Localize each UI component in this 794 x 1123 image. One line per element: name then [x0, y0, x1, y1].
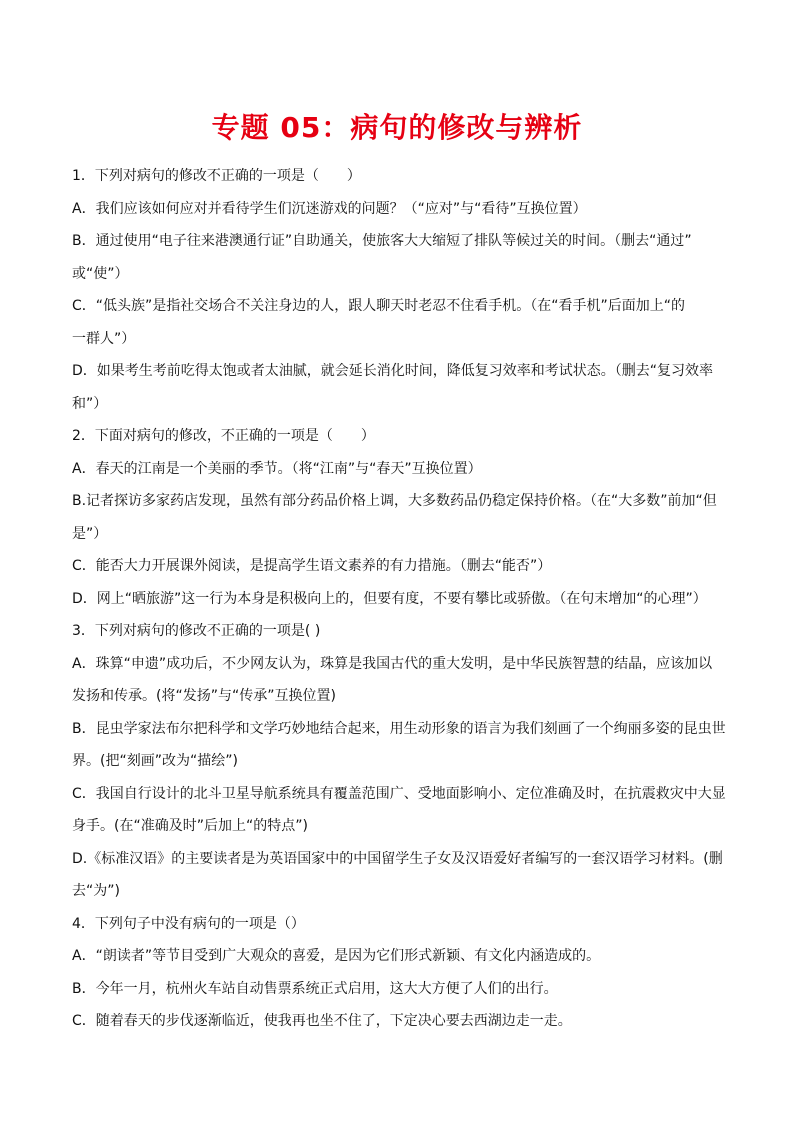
text-line: 4．下列句子中没有病句的一项是（）: [72, 915, 305, 932]
text-line: C．能否大力开展课外阅读，是提高学生语文素养的有力措施。（删去“能否”）: [72, 558, 552, 574]
text-line: D．如果考生考前吃得太饱或者太油腻，就会延长消化时间，降低复习效率和考试状态。（删去“复习效率: [72, 363, 714, 379]
text-line: 1．下列对病句的修改不正确的一项是（ ）: [72, 168, 361, 184]
text-line: B.记者探访多家药店发现，虽然有部分药品价格上调，大多数药品仍稳定保持价格。（在“大多数”前加“但: [72, 493, 717, 509]
text-line: B．通过使用“电子往来港澳通行证”自助通关，使旅客大大缩短了排队等候过关的时间。（删去“通过”: [72, 233, 692, 249]
text-line: A．春天的江南是一个美丽的季节。（将“江南”与“春天”互换位置）: [72, 460, 482, 477]
text-line: A．我们应该如何应对并看待学生们沉迷游戏的问题？（“应对”与“看待”互换位置）: [72, 200, 587, 217]
document-title: 专题 05：病句的修改与辨析: [211, 111, 583, 144]
text-line: A．“朗读者”等节目受到广大观众的喜爱，是因为它们形式新颖、有文化内涵造成的。: [72, 948, 601, 964]
text-line: 是”）: [72, 525, 108, 542]
text-line: A．珠算“申遗”成功后，不少网友认为，珠算是我国古代的重大发明，是中华民族智慧的结晶，应该加以: [72, 655, 713, 672]
document-body: [72, 160, 726, 1038]
text-line: 和”）: [72, 395, 108, 412]
text-line: C．我国自行设计的北斗卫星导航系统具有覆盖范围广、受地面影响小、定位准确及时，在抗震救灾中大显: [72, 785, 726, 802]
text-line: D．网上“晒旅游”这一行为本身是积极向上的，但要有度，不要有攀比或骄傲。（在句末增加“的心理”）: [72, 590, 707, 607]
text-line: 一群人”）: [72, 330, 136, 347]
text-line: C．随着春天的步伐逐渐临近，使我再也坐不住了，下定决心要去西湖边走一走。: [72, 1013, 572, 1029]
text-line: 2．下面对病句的修改，不正确的一项是（ ）: [72, 428, 375, 444]
text-line: C．“低头族”是指社交场合不关注身边的人，跟人聊天时老忍不住看手机。（在“看手机”后面加上“的: [72, 298, 686, 314]
text-line: 或“使”）: [72, 265, 129, 282]
text-line: 发扬和传承。(将“发扬”与“传承”互换位置): [72, 688, 336, 704]
text-line: 界。(把“刻画”改为“描绘”): [72, 753, 238, 769]
text-line: B．今年一月，杭州火车站自动售票系统正式启用，这大大方便了人们的出行。: [72, 980, 558, 997]
text-line: 身手。(在“准确及时”后加上“的特点”): [72, 818, 308, 834]
text-line: 去“为”): [72, 883, 120, 899]
text-line: 3．下列对病句的修改不正确的一项是( ): [72, 623, 321, 639]
text-line: D.《标准汉语》的主要读者是为英语国家中的中国留学生子女及汉语爱好者编写的一套汉语学习材料。(删: [72, 850, 723, 867]
text-line: B．昆虫学家法布尔把科学和文学巧妙地结合起来，用生动形象的语言为我们刻画了一个绚丽多姿的昆虫世: [72, 720, 726, 737]
